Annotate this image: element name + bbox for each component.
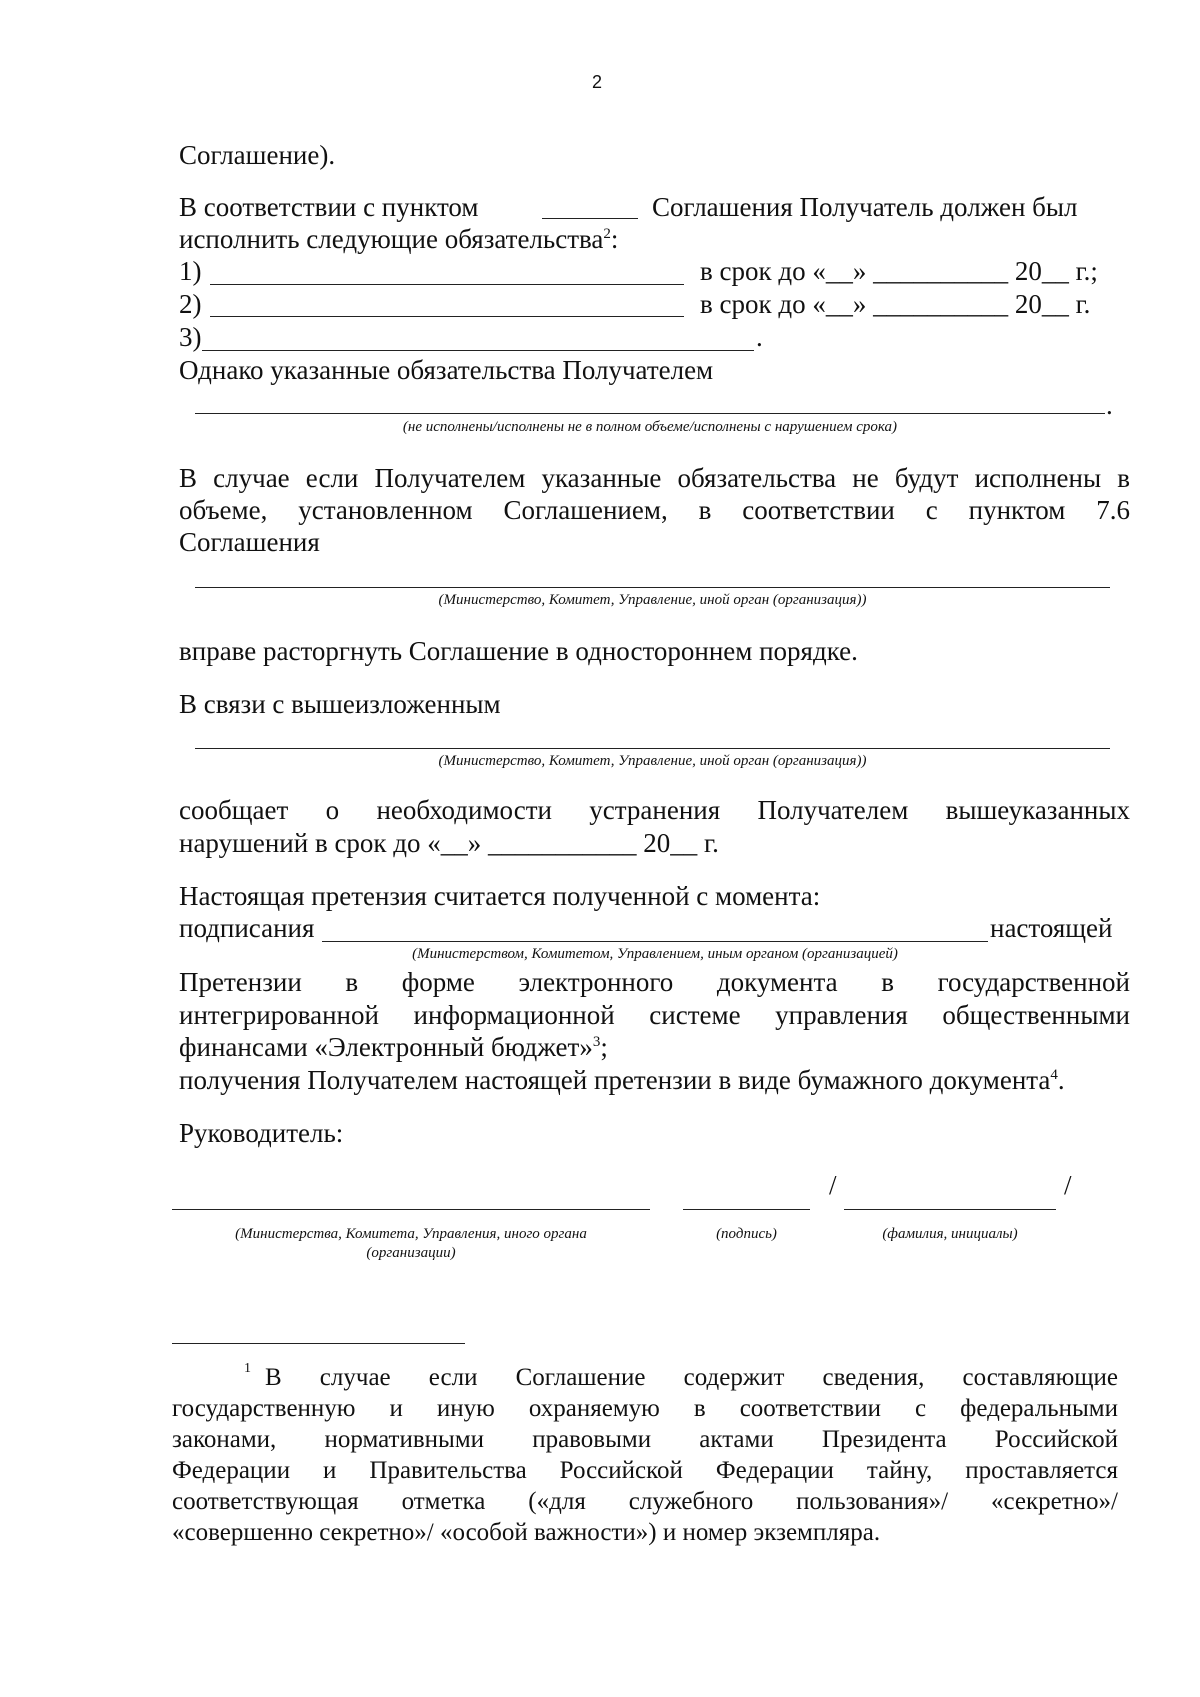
case-line-1: В случае если Получателем указанные обязательства не будут исполнены в xyxy=(179,463,1130,493)
signature-org-line xyxy=(172,1209,650,1210)
terminate-text: вправе расторгнуть Соглашение в одностороннем порядке. xyxy=(179,636,858,666)
signing-organ-caption: (Министерством, Комитетом, Управлением, иным органом (организацией) xyxy=(412,946,898,962)
footnote-line-3: законами, нормативными правовыми актами Президента Российской xyxy=(172,1426,1118,1453)
in-connection-text: В связи с вышеизложенным xyxy=(179,689,501,719)
obligation-item-3-number: 3) xyxy=(179,322,202,352)
obligations-intro-colon: : xyxy=(610,224,619,254)
footnote-ref-3: 3 xyxy=(592,1034,601,1050)
signature-name-caption: (фамилия, инициалы) xyxy=(882,1226,1018,1242)
however-text: Однако указанные обязательства Получателем xyxy=(179,355,714,385)
however-status-blank xyxy=(195,413,1105,414)
organ-blank-1 xyxy=(195,587,1110,588)
footnote-ref-2: 2 xyxy=(603,226,611,242)
footnote-line-4: Федерации и Правительства Российской Федерации тайну, проставляется xyxy=(172,1457,1118,1484)
obligation-item-3-blank xyxy=(202,350,754,351)
organ-caption-2: (Министерство, Комитет, Управление, иной орган (организация)) xyxy=(438,753,867,769)
footnote-separator xyxy=(172,1343,465,1344)
signature-sign-caption: (подпись) xyxy=(716,1226,777,1242)
signature-name-line xyxy=(844,1209,1056,1210)
head-label: Руководитель: xyxy=(179,1118,344,1148)
signature-slash-1: / xyxy=(829,1170,837,1200)
footnote-line-1-text: В случае если Соглашение содержит сведения, составляющие xyxy=(265,1364,1118,1391)
received-line-6-text: получения Получателем настоящей претензии в виде бумажного документа xyxy=(179,1065,1051,1095)
notify-line-2: нарушений в срок до «__» ___________ 20__ г. xyxy=(179,828,719,858)
received-line-6-end: . xyxy=(1057,1065,1065,1095)
signature-org-caption-2: (организации) xyxy=(366,1245,456,1261)
case-line-3: Соглашения xyxy=(179,527,320,557)
notify-line-1: сообщает о необходимости устранения Получателем вышеуказанных xyxy=(179,795,1130,825)
signature-sign-line xyxy=(683,1209,810,1210)
footnote-line-6: «совершенно секретно»/ «особой важности») и номер экземпляра. xyxy=(172,1519,881,1546)
obligations-intro-text: исполнить следующие обязательства xyxy=(179,224,604,254)
received-present-label: настоящей xyxy=(990,913,1113,943)
obligation-clause-start: В соответствии с пунктом xyxy=(179,192,479,222)
intro-end-text: Соглашение). xyxy=(179,140,336,170)
received-line-5-end: ; xyxy=(600,1032,608,1062)
footnote-line-2: государственную и иную охраняемую в соответствии с федеральными xyxy=(172,1395,1118,1422)
received-line-3: Претензии в форме электронного документа в государственной xyxy=(179,967,1130,997)
however-end: . xyxy=(1106,390,1113,420)
clause-number-blank xyxy=(542,218,638,219)
organ-blank-2 xyxy=(195,748,1110,749)
footnote-line-1 xyxy=(244,1362,1118,1393)
signing-organ-blank xyxy=(322,941,988,942)
obligation-item-3-end: . xyxy=(756,322,763,352)
footnote-mark: 1 xyxy=(244,1361,251,1376)
page-number: 2 xyxy=(592,72,603,92)
obligation-item-2-deadline: в срок до «__» __________ 20__ г. xyxy=(700,289,1091,319)
signature-org-caption-1: (Министерства, Комитета, Управления, иного органа xyxy=(235,1226,587,1242)
obligation-item-1-deadline: в срок до «__» __________ 20__ г.; xyxy=(700,256,1098,286)
received-intro: Настоящая претензия считается полученной с момента: xyxy=(179,881,821,911)
obligations-intro xyxy=(179,224,618,254)
organ-caption-1: (Министерство, Комитет, Управление, иной орган (организация)) xyxy=(438,592,867,608)
received-signing-label: подписания xyxy=(179,913,315,943)
footnote-ref-4: 4 xyxy=(1050,1067,1058,1083)
signature-slash-2: / xyxy=(1064,1170,1072,1200)
obligation-item-1-number: 1) xyxy=(179,256,202,286)
however-caption: (не исполнены/исполнены не в полном объеме/исполнены с нарушением срока) xyxy=(402,419,898,435)
received-line-6 xyxy=(179,1065,1065,1095)
obligation-item-2-number: 2) xyxy=(179,289,202,319)
obligation-clause-end: Соглашения Получатель должен был xyxy=(652,192,1078,222)
case-line-2: объеме, установленном Соглашением, в соответствии с пунктом 7.6 xyxy=(179,495,1130,525)
received-line-5 xyxy=(179,1032,608,1062)
obligation-item-2-blank xyxy=(210,316,684,317)
received-line-4: интегрированной информационной системе управления общественными xyxy=(179,1000,1130,1030)
received-line-5-text: финансами «Электронный бюджет» xyxy=(179,1032,593,1062)
obligation-item-1-blank xyxy=(210,284,684,285)
footnote-line-5: соответствующая отметка («для служебного пользования»/ «секретно»/ xyxy=(172,1488,1118,1515)
